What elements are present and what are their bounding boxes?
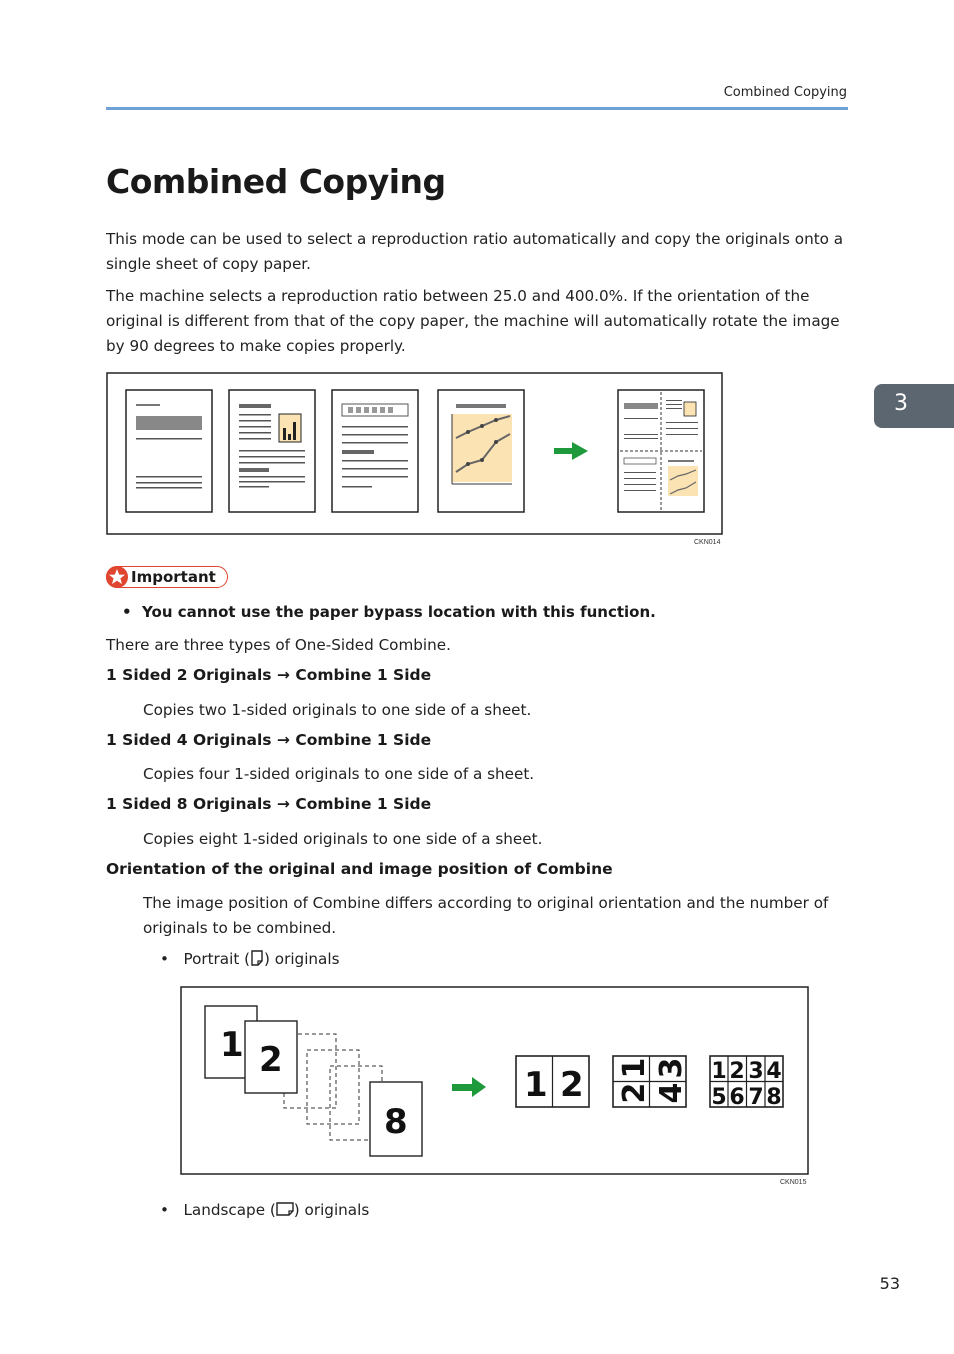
stack-number-8: 8	[384, 1102, 408, 1142]
type-heading-8-originals	[106, 795, 431, 813]
eight-up-number-3: 3	[748, 1059, 764, 1084]
bullet-dot: •	[122, 603, 143, 621]
important-bullet-text: You cannot use the paper bypass location with this function.	[142, 603, 656, 621]
original-page-4	[438, 390, 524, 512]
chapter-tab[interactable]	[874, 384, 954, 428]
landscape-orientation-icon	[276, 1201, 294, 1219]
four-up-number-2: 2	[617, 1082, 652, 1104]
page-number: 53	[879, 1274, 900, 1293]
four-up-number-3: 3	[654, 1057, 689, 1079]
bullet-dot: •	[160, 1201, 184, 1219]
landscape-label-start: Landscape (	[183, 1201, 276, 1219]
orientation-description: The image position of Combine differs according to original orientation and the number of originals to be combined.	[143, 894, 829, 937]
bullet-dot: •	[160, 950, 184, 968]
eight-up-number-8: 8	[766, 1085, 782, 1110]
type-heading-right: Combine 1 Side	[295, 795, 432, 813]
landscape-bullet	[160, 1201, 369, 1219]
important-label: Important	[131, 568, 216, 586]
page-title: Combined Copying	[106, 162, 446, 201]
type-heading-left: 1 Sided 4 Originals	[106, 731, 272, 749]
type-description-2-originals: Copies two 1-sided originals to one side of a sheet.	[143, 701, 532, 719]
eight-up-number-4: 4	[766, 1059, 782, 1084]
type-heading-4-originals	[106, 731, 431, 749]
eight-up-number-5: 5	[711, 1085, 727, 1110]
types-intro: There are three types of One-Sided Combine.	[106, 636, 451, 654]
figure-code: CKN014	[694, 539, 721, 546]
portrait-combine-illustration	[180, 986, 810, 1178]
landscape-label-end: ) originals	[293, 1201, 370, 1219]
eight-up-number-2: 2	[729, 1059, 745, 1084]
four-up-number-4: 4	[654, 1082, 689, 1104]
intro-paragraph-1: This mode can be used to select a reproduction ratio automatically and copy the originals onto a single sheet of copy paper.	[106, 230, 844, 273]
two-up-number-1: 1	[524, 1065, 548, 1105]
portrait-bullet	[160, 950, 339, 968]
four-up-number-1: 1	[617, 1057, 652, 1079]
original-page-2	[229, 390, 315, 512]
eight-up-number-1: 1	[711, 1059, 727, 1084]
type-description-4-originals: Copies four 1-sided originals to one side of a sheet.	[143, 765, 535, 783]
eight-up-number-6: 6	[729, 1085, 745, 1110]
right-arrow-icon: →	[276, 795, 290, 813]
stack-number-1: 1	[220, 1025, 244, 1065]
original-page-1	[126, 390, 212, 512]
type-heading-right: Combine 1 Side	[295, 666, 432, 684]
portrait-label-start: Portrait (	[183, 950, 251, 968]
important-bullet	[122, 603, 656, 621]
right-arrow-icon: →	[276, 666, 290, 684]
type-heading-right: Combine 1 Side	[295, 731, 432, 749]
header-rule	[106, 107, 848, 110]
type-heading-left: 1 Sided 8 Originals	[106, 795, 272, 813]
type-description-8-originals: Copies eight 1-sided originals to one side of a sheet.	[143, 830, 543, 848]
eight-up-number-7: 7	[748, 1085, 764, 1110]
stack-number-2: 2	[259, 1040, 283, 1080]
original-page-3	[332, 390, 418, 512]
combine-overview-illustration	[106, 372, 726, 538]
right-arrow-icon: →	[276, 731, 290, 749]
star-icon	[106, 566, 128, 588]
two-up-number-2: 2	[560, 1065, 584, 1105]
combine-overview-figure	[106, 372, 726, 542]
portrait-combine-figure	[180, 986, 810, 1182]
figure-code: CKN015	[780, 1179, 807, 1186]
type-heading-left: 1 Sided 2 Originals	[106, 666, 272, 684]
running-header: Combined Copying	[723, 85, 847, 100]
combined-output-page	[618, 390, 704, 512]
portrait-label-end: ) originals	[264, 950, 340, 968]
type-heading-2-originals	[106, 666, 431, 684]
chapter-number: 3	[894, 391, 908, 416]
intro-paragraph-2: The machine selects a reproduction ratio between 25.0 and 400.0%. If the orientation of the original is different from that of the copy paper, the machine will automatically rotate the image by 90 degrees to make copies properly.	[106, 287, 840, 355]
orientation-heading: Orientation of the original and image position of Combine	[106, 860, 613, 878]
portrait-orientation-icon	[250, 950, 264, 968]
important-badge	[106, 566, 228, 588]
